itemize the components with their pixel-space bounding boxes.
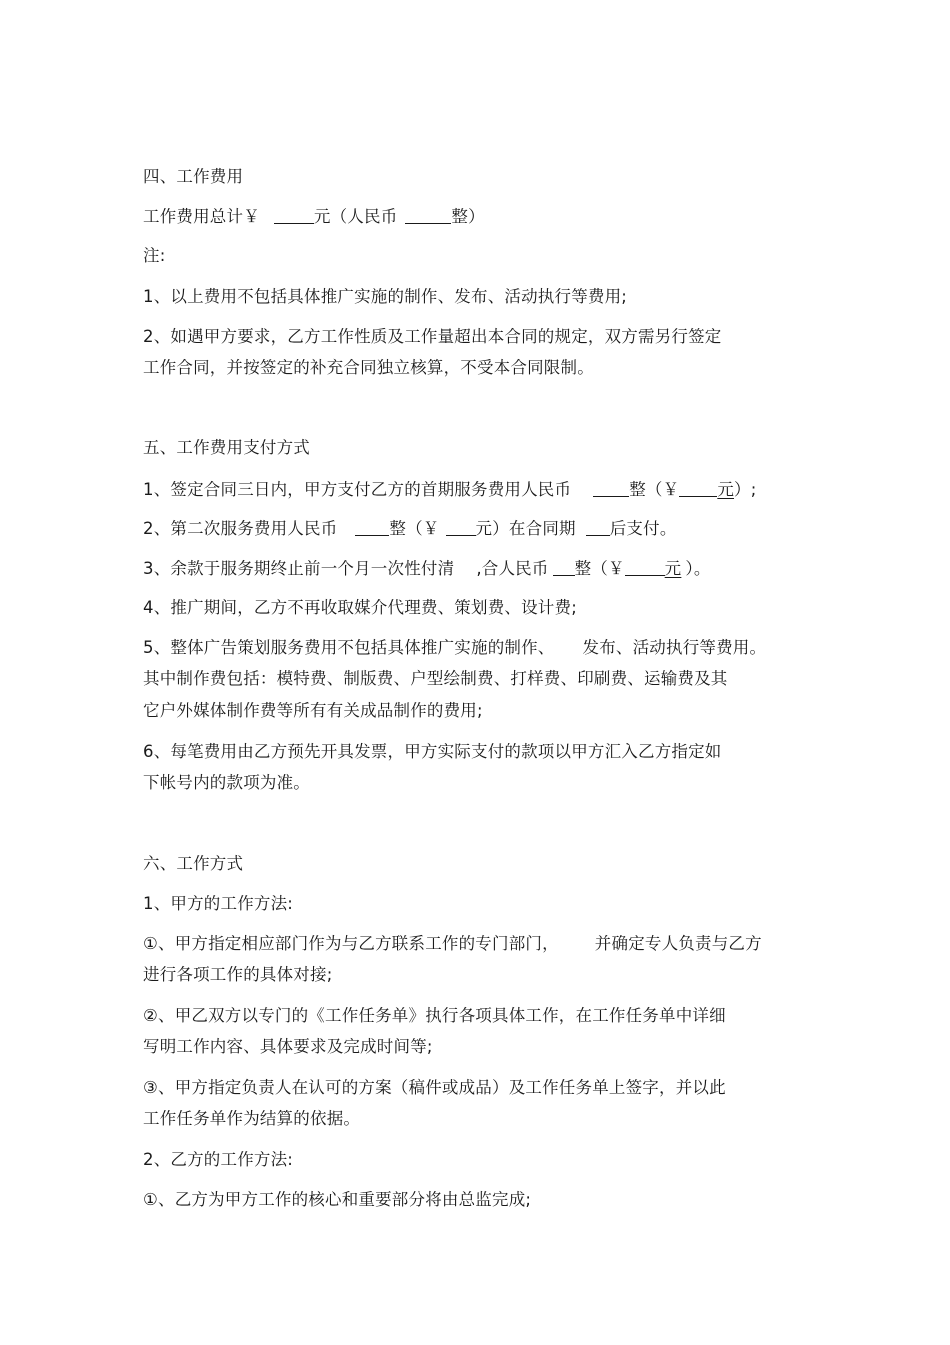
s5-item2-text2: 整（￥ bbox=[389, 519, 440, 538]
section5-item1 bbox=[143, 478, 756, 501]
s5-item2-period-blank bbox=[586, 519, 610, 536]
section6-heading: 六、工作方式 bbox=[143, 854, 244, 873]
party-a-item1-line1 bbox=[143, 933, 762, 955]
s5-item1-text2: 甲方支付乙方的首期服务费用人民币 bbox=[304, 480, 572, 499]
fee-total-amount-blank bbox=[274, 207, 314, 224]
s5-item3-text3: 整（￥ bbox=[574, 559, 625, 578]
s5-item2-rmb-blank bbox=[355, 519, 389, 536]
s5-item3-text4: 元 bbox=[664, 559, 682, 578]
s5-item1-text1: 1、签定合同三日内， bbox=[143, 480, 304, 499]
fee-total-line bbox=[143, 205, 485, 228]
section5-item2 bbox=[143, 517, 677, 540]
section4-heading: 四、工作费用 bbox=[143, 167, 244, 186]
fee-total-suffix: 整） bbox=[451, 207, 485, 226]
section5-item6-line2: 下帐号内的款项为准。 bbox=[143, 773, 310, 792]
section5-heading: 五、工作费用支付方式 bbox=[143, 438, 310, 457]
s5-item1-rmb-blank bbox=[593, 480, 629, 497]
s5-item3-yen-blank bbox=[625, 559, 665, 576]
s5-item1-text5: ）; bbox=[734, 480, 757, 499]
section4-item1: 1、以上费用不包括具体推广实施的制作、发布、活动执行等费用; bbox=[143, 287, 628, 306]
section4-item2-line1: 2、如遇甲方要求，乙方工作性质及工作量超出本合同的规定，双方需另行签定 bbox=[143, 327, 722, 346]
party-a-item2-line1: ②、甲乙双方以专门的《工作任务单》执行各项具体工作，在工作任务单中详细 bbox=[143, 1006, 726, 1025]
s5-item2-text4: 后支付。 bbox=[609, 519, 677, 538]
note-label: 注: bbox=[143, 246, 166, 265]
party-a-item1-line2: 进行各项工作的具体对接; bbox=[143, 965, 333, 984]
fee-total-rmb-blank bbox=[405, 207, 451, 224]
s5-item2-text1: 2、第二次服务费用人民币 bbox=[143, 519, 338, 538]
s5-item3-rmb-blank bbox=[553, 559, 575, 576]
fee-total-prefix: 工作费用总计￥ bbox=[143, 207, 260, 226]
section5-item5-line3: 它户外媒体制作费等所有有关成品制作的费用; bbox=[143, 701, 483, 720]
section5-item5-line1 bbox=[143, 637, 766, 659]
section5-item6-line1: 6、每笔费用由乙方预先开具发票，甲方实际支付的款项以甲方汇入乙方指定如 bbox=[143, 742, 722, 761]
a1-line1b: 并确定专人负责与乙方 bbox=[594, 934, 762, 953]
s5-item3-text1: 3、余款于服务期终止前一个月一次性付清 bbox=[143, 559, 455, 578]
section4-item2-line2: 工作合同，并按签定的补充合同独立核算，不受本合同限制。 bbox=[143, 358, 594, 377]
party-a-item3-line1: ③、甲方指定负责人在认可的方案（稿件或成品）及工作任务单上签字，并以此 bbox=[143, 1078, 726, 1097]
s5-item1-text3: 整（￥ bbox=[629, 480, 680, 499]
s5-item2-yen-blank bbox=[446, 519, 476, 536]
s5-item3-text2: ,合人民币 bbox=[476, 559, 549, 578]
s5-item3-text5: ）。 bbox=[685, 559, 711, 578]
fee-total-mid: 元（人民币 bbox=[313, 207, 398, 226]
party-a-item3-line2: 工作任务单作为结算的依据。 bbox=[143, 1109, 361, 1128]
party-a-item2-line2: 写明工作内容、具体要求及完成时间等; bbox=[143, 1037, 433, 1056]
s5-item2-text3: 元）在合同期 bbox=[475, 519, 576, 538]
section5-item5-line2: 其中制作费包括：模特费、制版费、户型绘制费、打样费、印刷费、运输费及其 bbox=[143, 669, 728, 688]
s5-item5-line1b: 发布、活动执行等费用。 bbox=[582, 638, 767, 657]
party-b-title: 2、乙方的工作方法: bbox=[143, 1150, 294, 1169]
section5-item4: 4、推广期间，乙方不再收取媒介代理费、策划费、设计费; bbox=[143, 598, 577, 617]
s5-item5-line1a: 5、整体广告策划服务费用不包括具体推广实施的制作、 bbox=[143, 638, 555, 657]
a1-line1a: ①、甲方指定相应部门作为与乙方联系工作的专门部门， bbox=[143, 934, 559, 953]
s5-item1-yen-blank bbox=[679, 480, 717, 497]
party-b-item1: ①、乙方为甲方工作的核心和重要部分将由总监完成; bbox=[143, 1190, 532, 1209]
s5-item1-text4: 元 bbox=[717, 480, 735, 499]
section5-item3 bbox=[143, 557, 711, 580]
party-a-title: 1、甲方的工作方法: bbox=[143, 894, 294, 913]
